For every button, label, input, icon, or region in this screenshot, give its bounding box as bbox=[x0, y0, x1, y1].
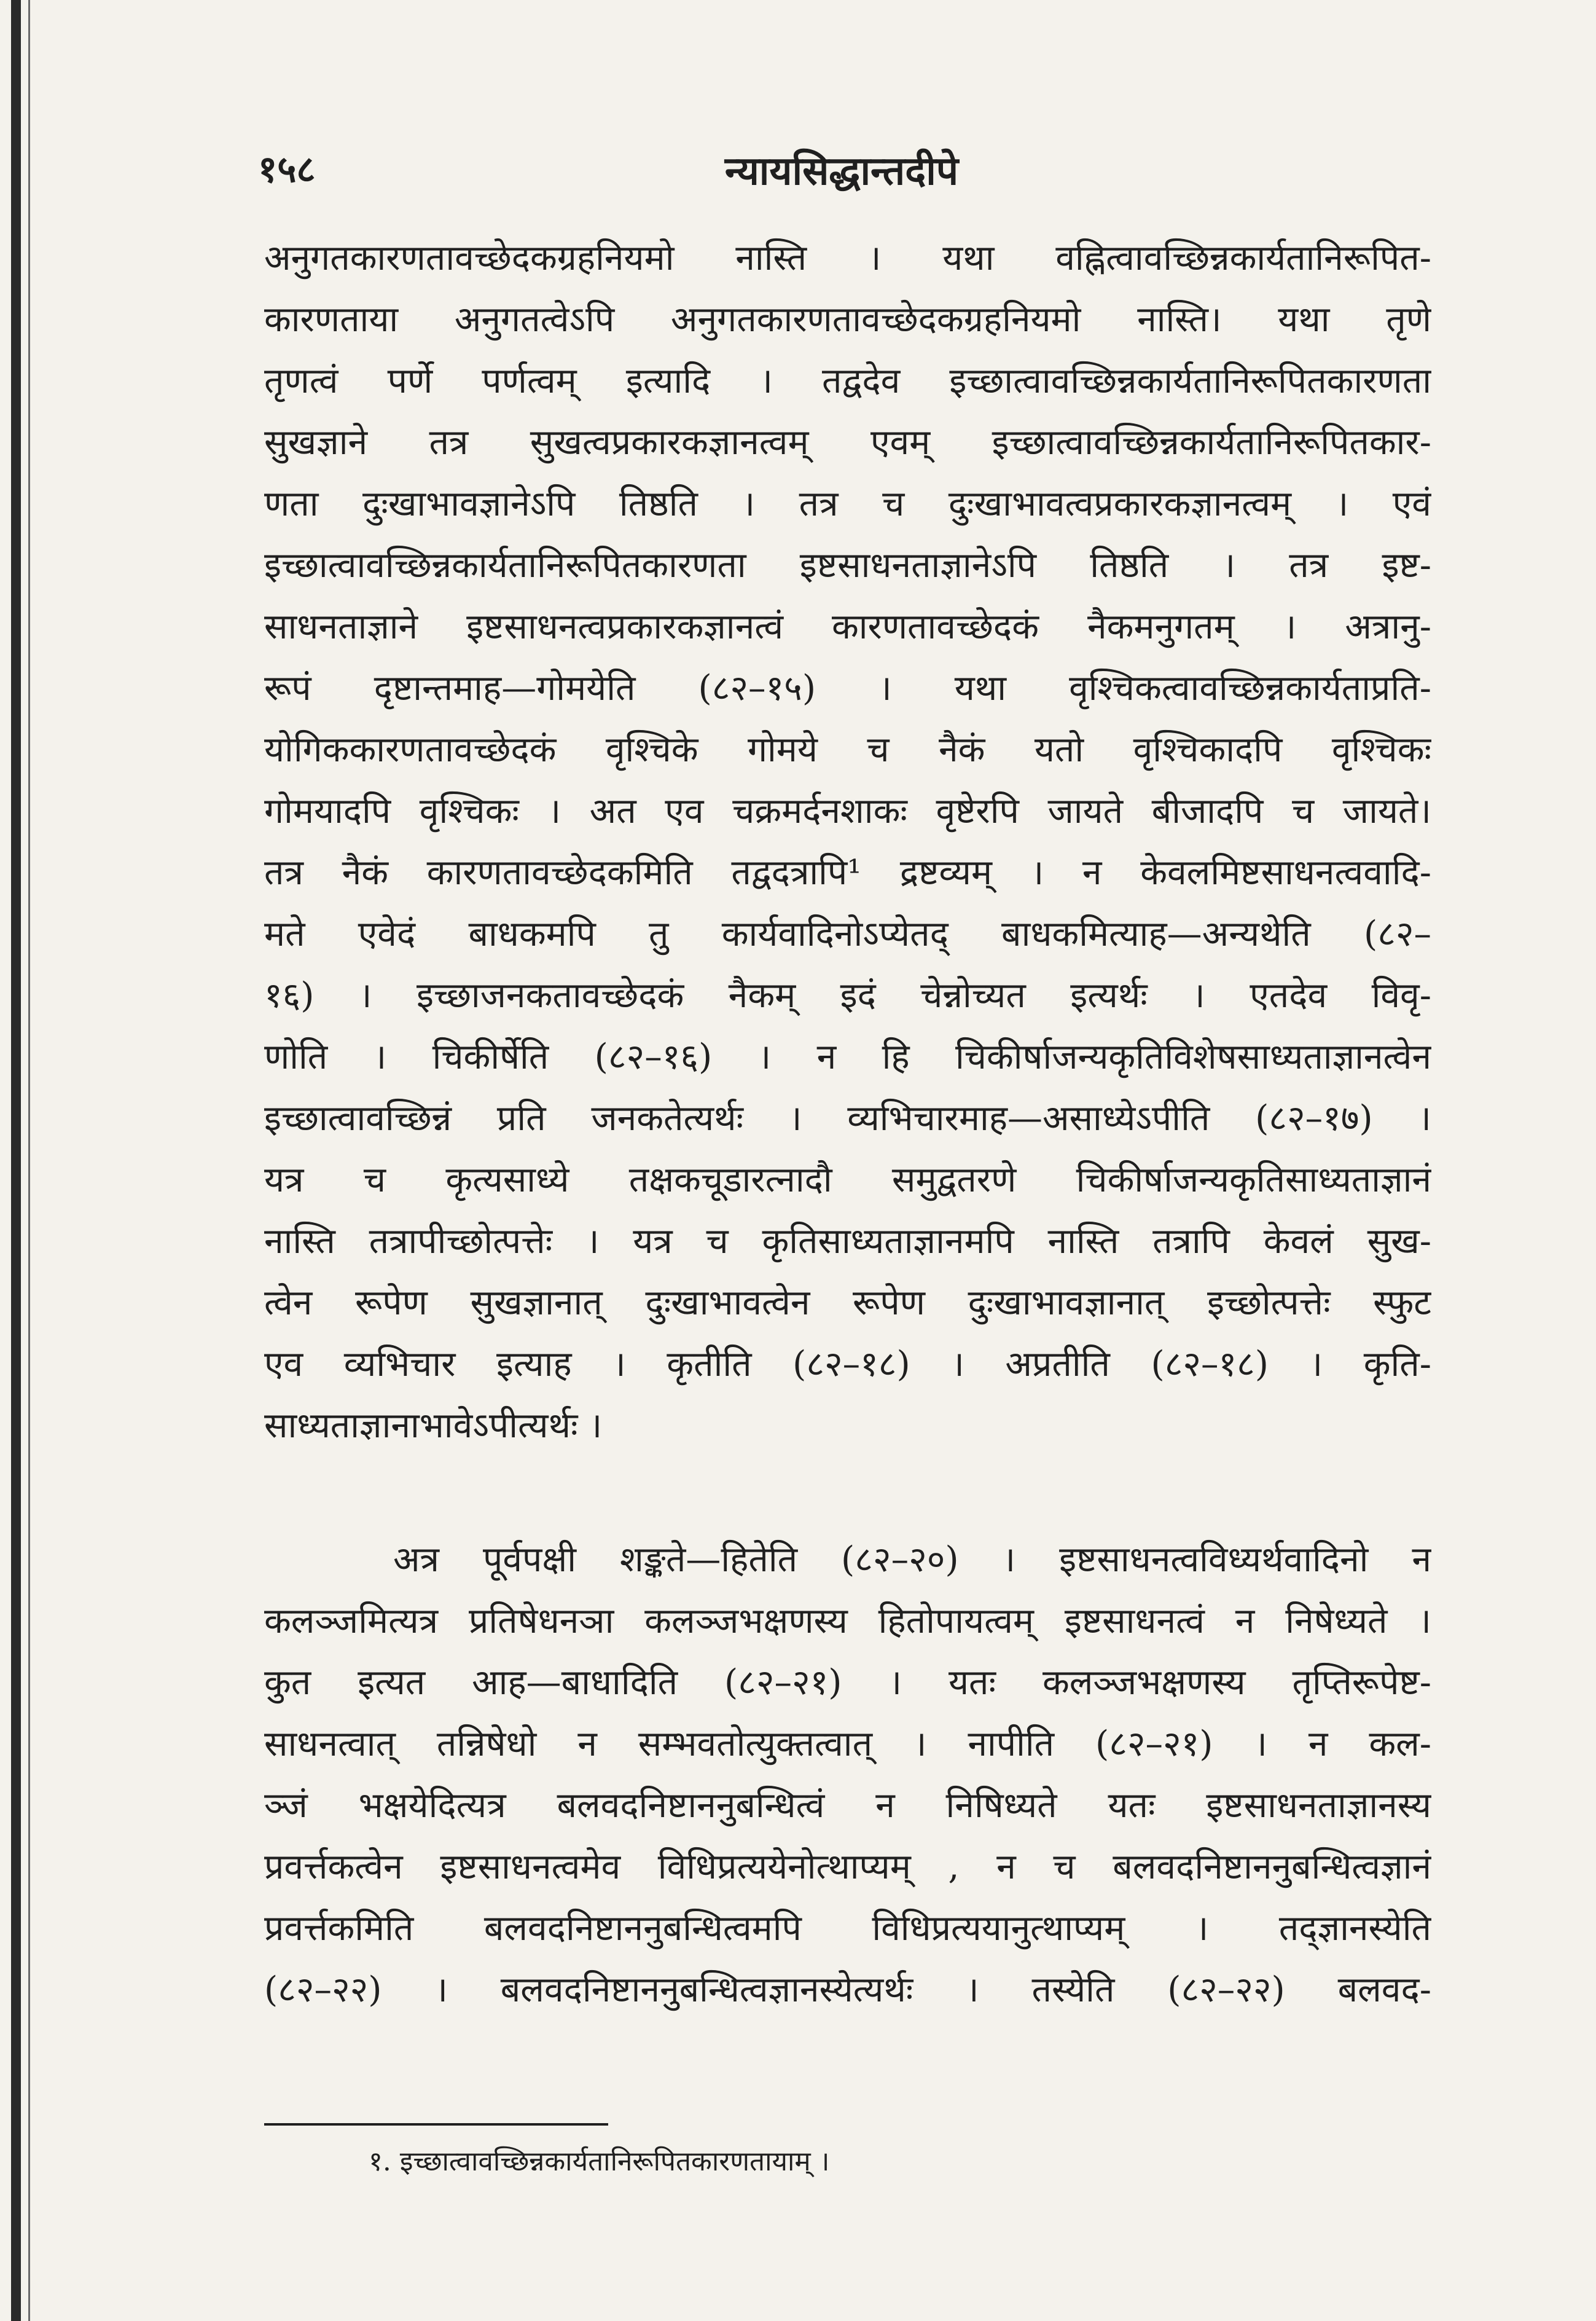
text-line: सुखज्ञाने तत्र सुखत्वप्रकारकज्ञानत्वम् एवम् इच्छात्वावच्छिन्नकार्यतानिरूपितकार- bbox=[264, 422, 1431, 463]
paragraph-gap bbox=[264, 1456, 1431, 1529]
text-line: प्रवर्त्तकमिति बलवदनिष्टाननुबन्धित्वमपि विधिप्रत्ययानुत्थाप्यम् । तद्ज्ञानस्येति bbox=[264, 1908, 1431, 1949]
text-line: प्रवर्त्तकत्वेन इष्टसाधनत्वमेव विधिप्रत्ययेनोत्थाप्यम् , न च बलवदनिष्टाननुबन्धित्वज्ञानं bbox=[264, 1847, 1431, 1887]
text-line: इच्छात्वावच्छिन्नकार्यतानिरूपितकारणता इष्टसाधनताज्ञानेऽपि तिष्ठति । तत्र इष्ट- bbox=[264, 545, 1431, 586]
text-line: (८२–२२) । बलवदनिष्टाननुबन्धित्वज्ञानस्येत्यर्थः । तस्येति (८२–२२) बलवद- bbox=[264, 1970, 1431, 2010]
text-line: मते एवेदं बाधकमपि तु कार्यवादिनोऽप्येतद् बाधकमित्याह—अन्यथेति (८२– bbox=[264, 914, 1431, 954]
text-line: यत्र च कृत्यसाध्ये तक्षकचूडारत्नादौ समुद्वतरणे चिकीर्षाजन्यकृतिसाध्यताज्ञानं bbox=[264, 1160, 1431, 1200]
paragraph-2 bbox=[264, 1529, 1431, 2021]
binding-edge bbox=[11, 0, 21, 2321]
text-line: साधनत्वात् तन्निषेधो न सम्भवतोत्युक्तत्वात् । नापीति (८२–२१) । न कल- bbox=[264, 1724, 1431, 1764]
text-line: णता दुःखाभावज्ञानेऽपि तिष्ठति । तत्र च दुःखाभावत्वप्रकारकज्ञानत्वम् । एवं bbox=[264, 484, 1431, 524]
page-body bbox=[264, 227, 1431, 2021]
text-line: अनुगतकारणतावच्छेदकग्रहनियमो नास्ति । यथा वह्नित्वावच्छिन्नकार्यतानिरूपित- bbox=[264, 238, 1431, 278]
text-line: १६) । इच्छाजनकतावच्छेदकं नैकम् इदं चेन्नोच्यत इत्यर्थः । एतदेव विवृ- bbox=[264, 975, 1431, 1016]
page-number: १५८ bbox=[258, 148, 316, 191]
binding-edge-line bbox=[28, 0, 30, 2321]
running-title: न्यायसिद्धान्तदीपे bbox=[724, 148, 959, 194]
text-line: कारणताया अनुगतत्वेऽपि अनुगतकारणतावच्छेदकग्रहनियमो नास्ति। यथा तृणे bbox=[264, 299, 1431, 340]
text-line: अत्र पूर्वपक्षी शङ्कते—हितेति (८२–२०) । इष्टसाधनत्वविध्यर्थवादिनो न bbox=[393, 1539, 1431, 1580]
text-line: तत्र नैकं कारणतावच्छेदकमिति तद्वदत्रापि¹ द्रष्टव्यम् । न केवलमिष्टसाधनत्ववादि- bbox=[264, 852, 1431, 893]
text-line: रूपं दृष्टान्तमाह—गोमयेति (८२–१५) । यथा वृश्चिकत्वावच्छिन्नकार्यताप्रति- bbox=[264, 668, 1431, 709]
page-header bbox=[258, 143, 1425, 198]
text-line: कुत इत्यत आह—बाधादिति (८२–२१) । यतः कलञ्जभक्षणस्य तृप्तिरूपेष्ट- bbox=[264, 1662, 1431, 1703]
text-line: नास्ति तत्रापीच्छोत्पत्तेः । यत्र च कृतिसाध्यताज्ञानमपि नास्ति तत्रापि केवलं सुख- bbox=[264, 1221, 1431, 1262]
text-line: तृणत्वं पर्णे पर्णत्वम् इत्यादि । तद्वदेव इच्छात्वावच्छिन्नकार्यतानिरूपितकारणता bbox=[264, 361, 1431, 401]
text-line: त्वेन रूपेण सुखज्ञानात् दुःखाभावत्वेन रूपेण दुःखाभावज्ञानात् इच्छोत्पत्तेः स्फुट bbox=[264, 1282, 1431, 1323]
text-line: साधनताज्ञाने इष्टसाधनत्वप्रकारकज्ञानत्वं कारणतावच्छेदकं नैकमनुगतम् । अत्रानु- bbox=[264, 607, 1431, 647]
text-line: ञ्जं भक्षयेदित्यत्र बलवदनिष्टाननुबन्धित्वं न निषिध्यते यतः इष्टसाधनताज्ञानस्य bbox=[264, 1785, 1431, 1826]
text-line: साध्यताज्ञानाभावेऽपीत्यर्थः । bbox=[264, 1405, 603, 1446]
text-line: योगिककारणतावच्छेदकं वृश्चिके गोमये च नैकं यतो वृश्चिकादपि वृश्चिकः bbox=[264, 729, 1431, 770]
footnote-divider bbox=[264, 2123, 608, 2126]
text-line: कलञ्जमित्यत्र प्रतिषेधनञा कलञ्जभक्षणस्य हितोपायत्वम् इष्टसाधनत्वं न निषेध्यते । bbox=[264, 1601, 1431, 1641]
text-line: इच्छात्वावच्छिन्नं प्रति जनकतेत्यर्थः । व्यभिचारमाह—असाध्येऽपीति (८२–१७) । bbox=[264, 1098, 1431, 1139]
paragraph-1 bbox=[264, 227, 1431, 1456]
text-line: एव व्यभिचार इत्याह । कृतीति (८२–१८) । अप्रतीति (८२–१८) । कृति- bbox=[264, 1344, 1431, 1384]
text-line: गोमयादपि वृश्चिकः । अत एव चक्रमर्दनशाकः वृष्टेरपि जायते बीजादपि च जायते। bbox=[264, 791, 1431, 831]
text-line: णोति । चिकीर्षेति (८२–१६) । न हि चिकीर्षाजन्यकृतिविशेषसाध्यताज्ञानत्वेन bbox=[264, 1037, 1431, 1077]
footnote: १. इच्छात्वावच्छिन्नकार्यतानिरूपितकारणतायाम् । bbox=[369, 2146, 830, 2177]
